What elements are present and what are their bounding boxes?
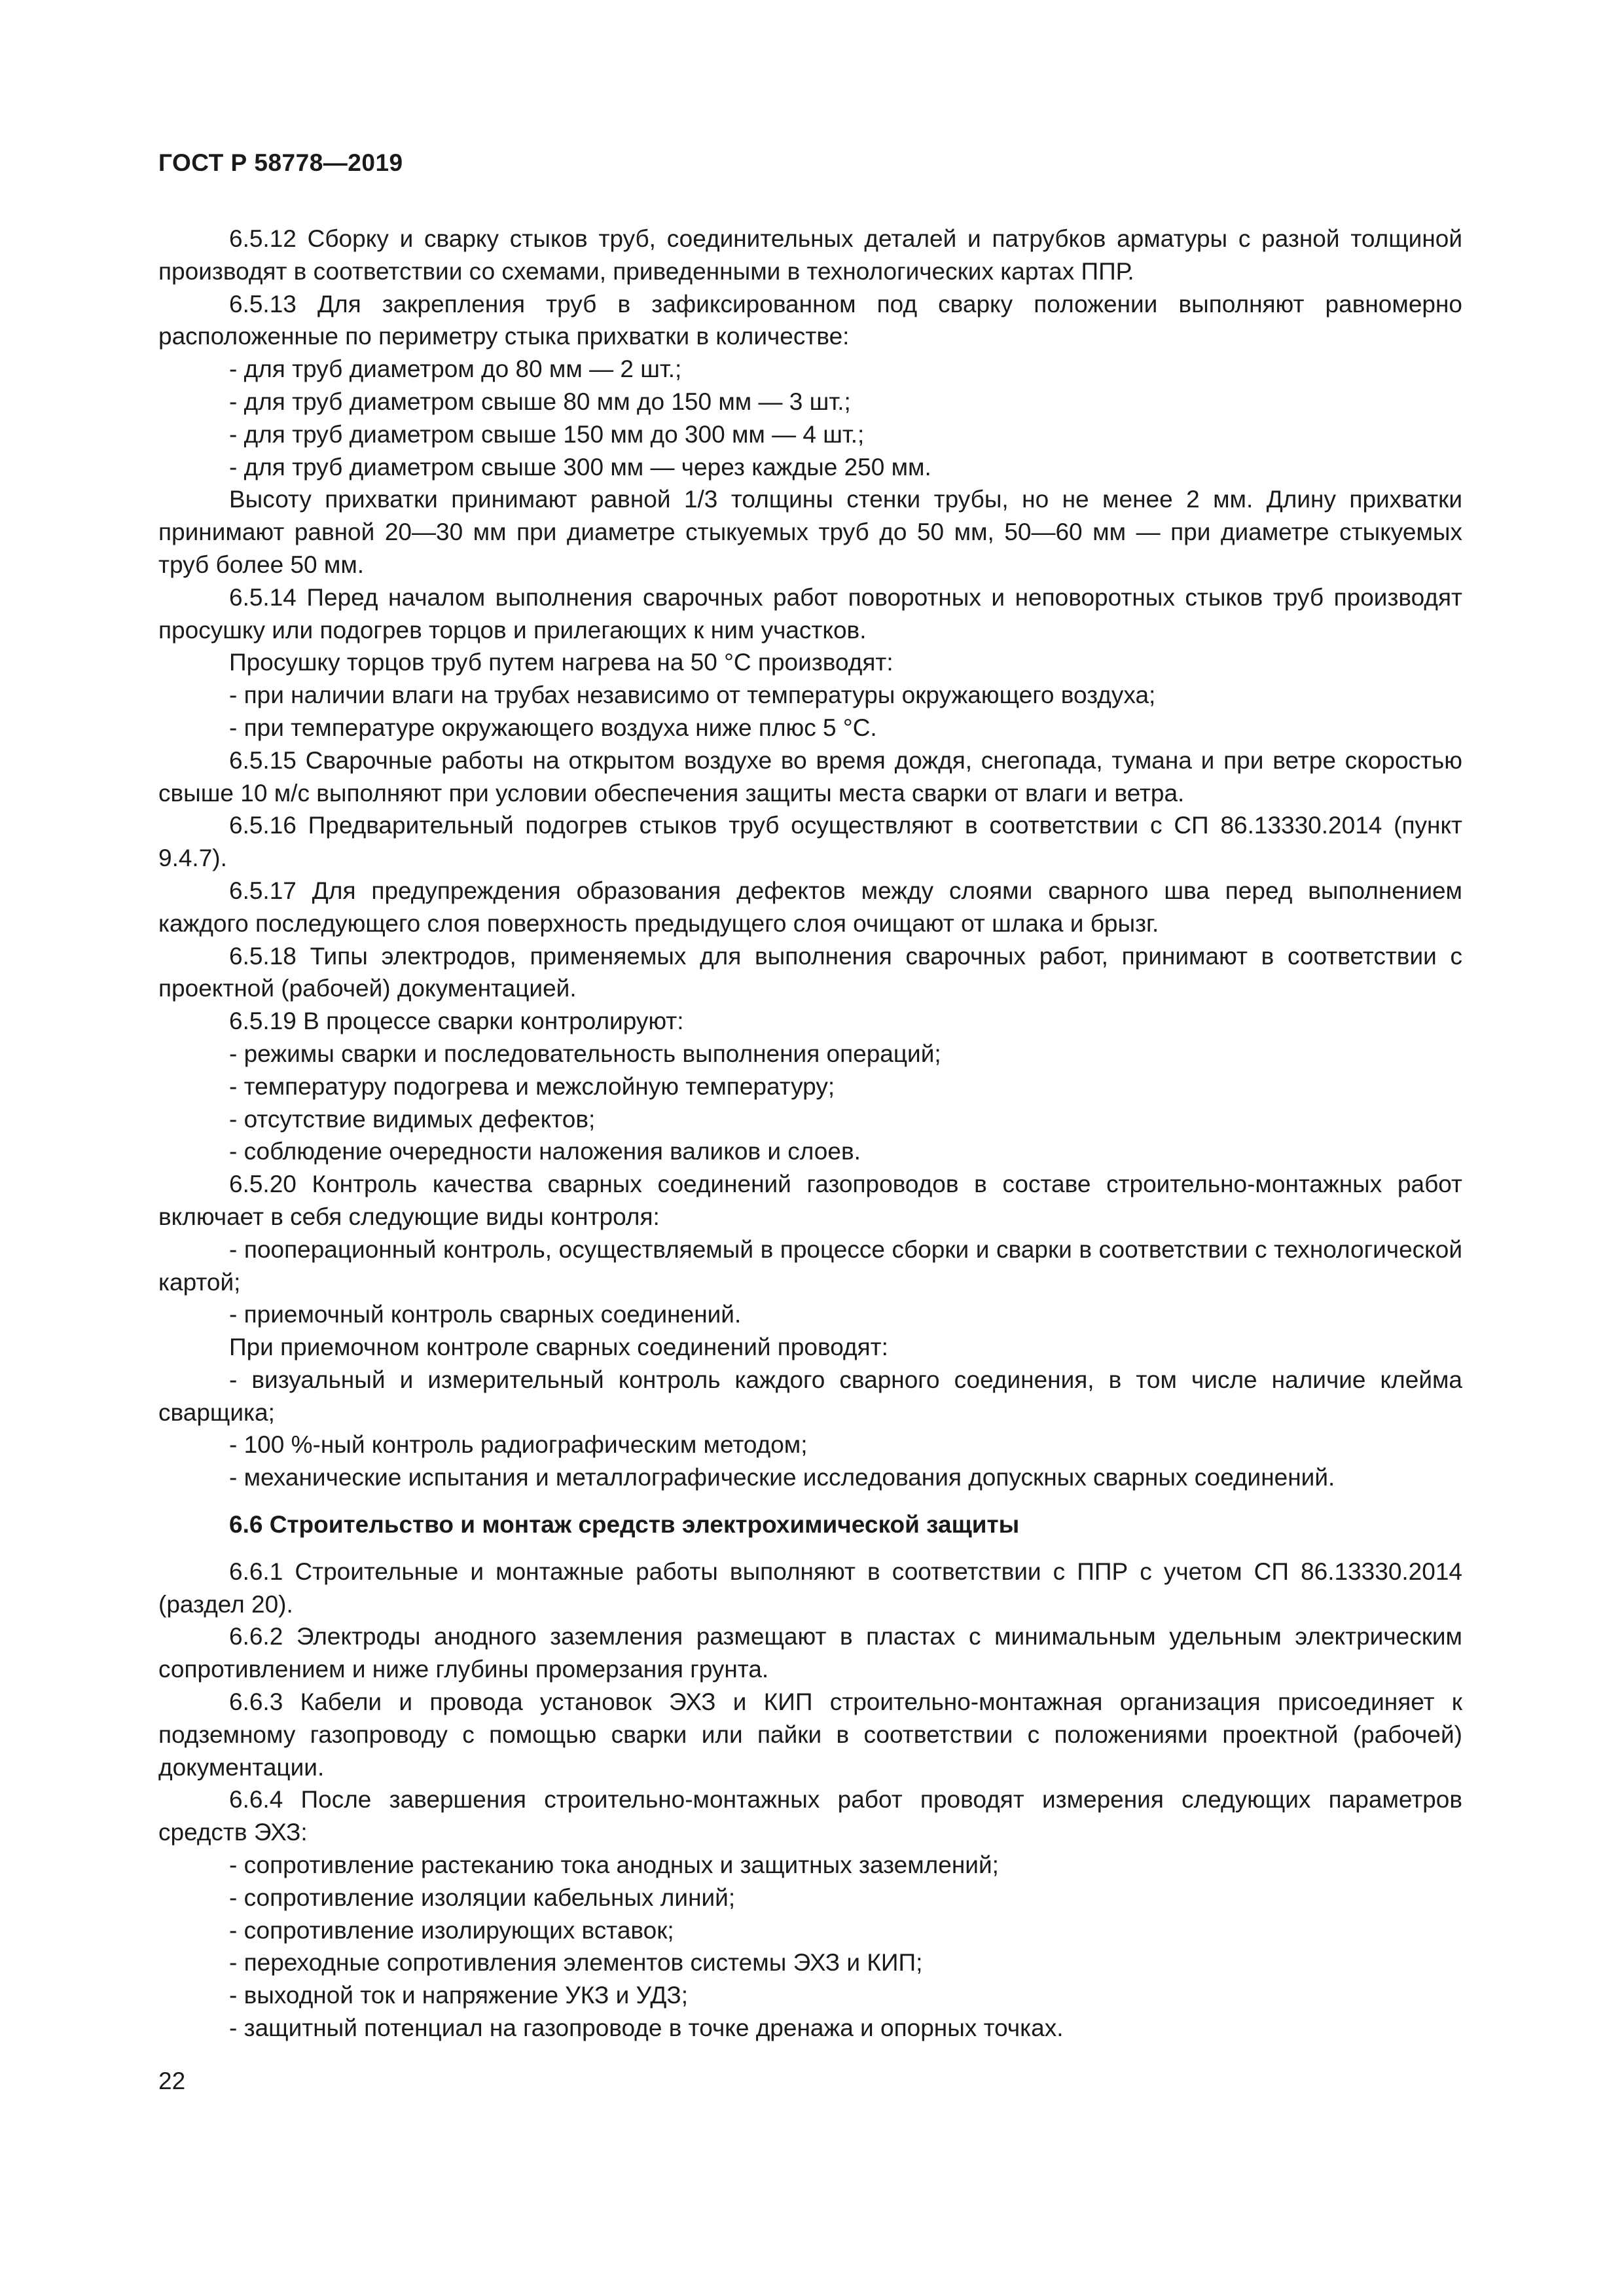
paragraph: 6.5.12 Сборку и сварку стыков труб, соединительных деталей и патрубков арматуры с разной толщиной производят в соответствии со схемами, приведенными в технологических картах ППР. <box>158 225 1462 285</box>
list-item: - соблюдение очередности наложения валиков и слоев. <box>229 1138 861 1165</box>
paragraph: 6.5.17 Для предупреждения образования дефектов между слоями сварного шва перед выполнением каждого последующего слоя поверхность предыдущего слоя очищают от шлака и брызг. <box>158 877 1462 937</box>
list-item: - при наличии влаги на трубах независимо от температуры окружающего воздуха; <box>229 682 1156 709</box>
paragraph: 6.5.13 Для закрепления труб в зафиксированном под сварку положении выполняют равномерно расположенные по периметру стыка прихватки в количестве: <box>158 290 1462 350</box>
paragraph: 6.6.1 Строительные и монтажные работы выполняют в соответствии с ППР с учетом СП 86.13330.2014 (раздел 20). <box>158 1558 1462 1618</box>
paragraph: 6.5.18 Типы электродов, применяемых для выполнения сварочных работ, принимают в соответствии с проектной (рабочей) документацией. <box>158 942 1462 1002</box>
list-item: - выходной ток и напряжение УКЗ и УДЗ; <box>229 1982 689 2009</box>
list-item: - для труб диаметром до 80 мм — 2 шт.; <box>229 355 682 383</box>
list-item: - температуру подогрева и межслойную температуру; <box>229 1072 835 1100</box>
list-item: - отсутствие видимых дефектов; <box>229 1105 596 1133</box>
list-item: - для труб диаметром свыше 150 мм до 300 мм — 4 шт.; <box>229 420 865 448</box>
paragraph: Высоту прихватки принимают равной 1/3 толщины стенки трубы, но не менее 2 мм. Длину прихватки принимают равной 20—30 мм при диаметре стыкуемых труб до 50 мм, 50—60 мм — при диаметре стыкуемых труб более 50 мм. <box>158 486 1462 578</box>
list-item: - при температуре окружающего воздуха ниже плюс 5 °С. <box>229 714 877 741</box>
paragraph: 6.5.15 Сварочные работы на открытом воздухе во время дождя, снегопада, тумана и при ветре скоростью свыше 10 м/с выполняют при условии обеспечения защиты места сварки от влаги и ветра. <box>158 746 1462 807</box>
paragraph: 6.5.14 Перед началом выполнения сварочных работ поворотных и неповоротных стыков труб производят просушку или подогрев торцов и прилегающих к ним участков. <box>158 583 1462 644</box>
paragraph: При приемочном контроле сварных соединений проводят: <box>229 1334 888 1361</box>
list-item: - защитный потенциал на газопроводе в точке дренажа и опорных точках. <box>229 2014 1064 2042</box>
document-body <box>158 223 1462 2045</box>
document-header: ГОСТ Р 58778—2019 <box>158 149 403 176</box>
paragraph: Просушку торцов труб путем нагрева на 50 °С производят: <box>229 649 893 676</box>
list-item: - 100 %-ный контроль радиографическим методом; <box>229 1431 808 1459</box>
list-item: - приемочный контроль сварных соединений. <box>229 1301 742 1328</box>
paragraph: 6.6.2 Электроды анодного заземления размещают в пластах с минимальным удельным электрическим сопротивлением и ниже глубины промерзания грунта. <box>158 1623 1462 1683</box>
list-item: - пооперационный контроль, осуществляемый в процессе сборки и сварки в соответствии с технологической картой; <box>158 1235 1462 1296</box>
list-item: - сопротивление изолирующих вставок; <box>229 1916 674 1944</box>
section-heading: 6.6 Строительство и монтаж средств электрохимической защиты <box>229 1511 1020 1539</box>
list-item: - переходные сопротивления элементов системы ЭХЗ и КИП; <box>229 1949 923 1977</box>
paragraph: 6.6.4 После завершения строительно-монтажных работ проводят измерения следующих параметров средств ЭХЗ: <box>158 1786 1462 1846</box>
page-number: 22 <box>158 2068 186 2094</box>
list-item: - механические испытания и металлографические исследования допускных сварных соединений. <box>229 1464 1335 1491</box>
list-item: - для труб диаметром свыше 80 мм до 150 мм — 3 шт.; <box>229 388 851 415</box>
list-item: - сопротивление изоляции кабельных линий; <box>229 1884 736 1911</box>
paragraph: 6.5.20 Контроль качества сварных соединений газопроводов в составе строительно-монтажных работ включает в себя следующие виды контроля: <box>158 1171 1462 1230</box>
paragraph: 6.6.3 Кабели и провода установок ЭХЗ и КИП строительно-монтажная организация присоединяет к подземному газопроводу с помощью сварки или пайки в соответствии с положениями проектной (рабочей) документации. <box>158 1688 1462 1781</box>
paragraph: 6.5.16 Предварительный подогрев стыков труб осуществляют в соответствии с СП 86.13330.2014 (пункт 9.4.7). <box>158 812 1462 872</box>
list-item: - режимы сварки и последовательность выполнения операций; <box>229 1040 941 1067</box>
list-item: - сопротивление растеканию тока анодных и защитных заземлений; <box>229 1851 999 1879</box>
list-item: - визуальный и измерительный контроль каждого сварного соединения, в том числе наличие клейма сварщика; <box>158 1366 1462 1426</box>
paragraph: 6.5.19 В процессе сварки контролируют: <box>229 1008 684 1035</box>
list-item: - для труб диаметром свыше 300 мм — через каждые 250 мм. <box>229 453 931 481</box>
